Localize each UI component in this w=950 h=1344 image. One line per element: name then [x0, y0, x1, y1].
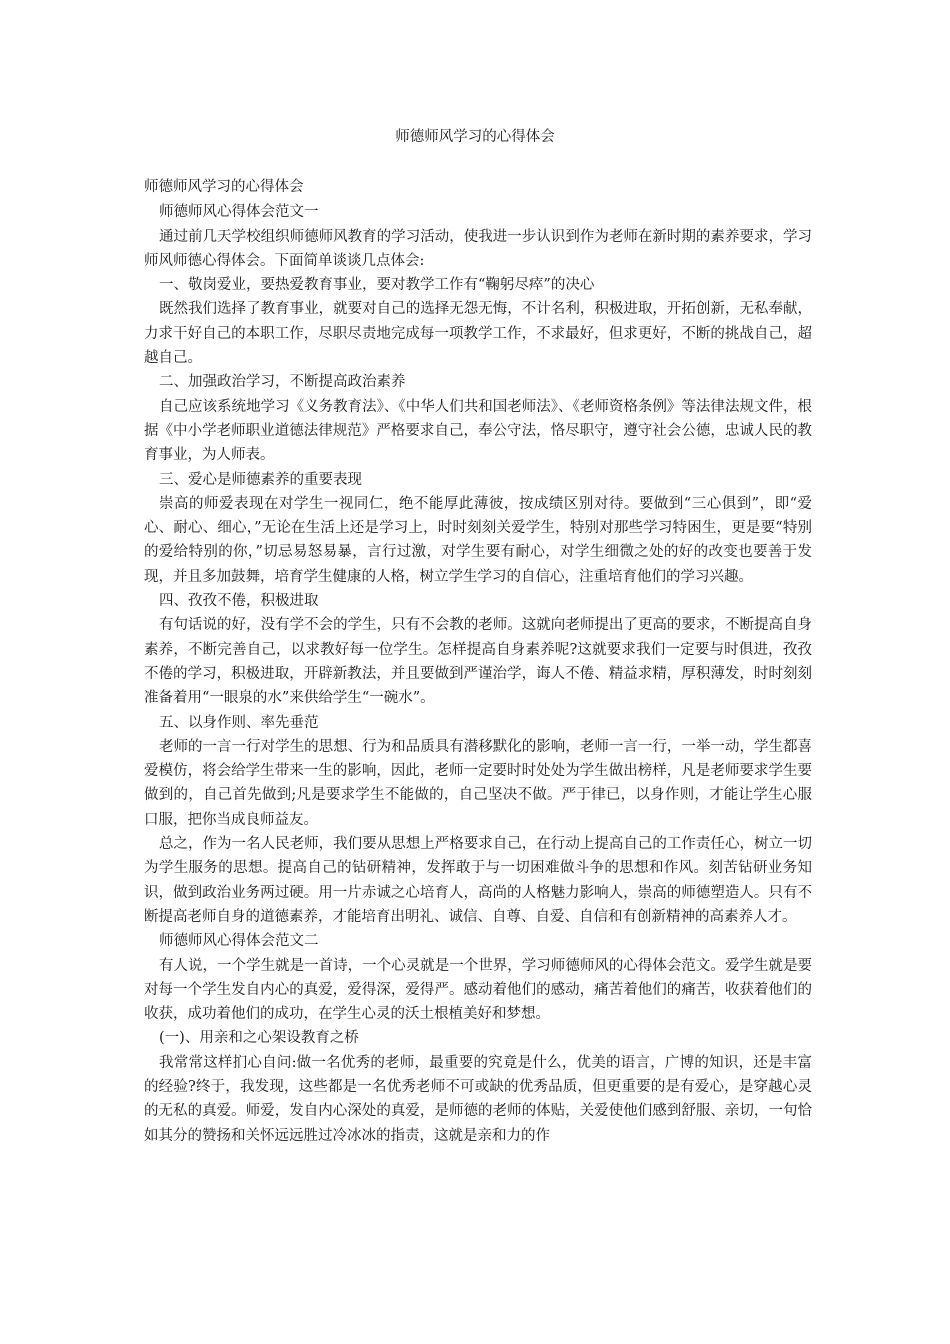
- paragraph: 崇高的师爱表现在对学生一视同仁，绝不能厚此薄彼，按成绩区别对待。要做到“三心俱到”，即“爱心、耐心、细心，”无论在生活上还是学习上，时时刻刻关爱学生，特别对那些学习特困生，更是要“特别的爱给特别的你，”切忌易怒易暴，言行过激，对学生要有耐心，对学生细微之处的好的改变也要善于发现，并且多加鼓舞，培育学生健康的人格，树立学生学习的自信心，注重培育他们的学习兴趣。: [144, 495, 812, 585]
- paragraph: 有人说，一个学生就是一首诗，一个心灵就是一个世界，学习师德师风的心得体会范文。爱学生就是要对每一个学生发自内心的真爱，爱得深，爱得严。感动着他们的感动，痛苦着他们的痛苦，收获着他们的收获，成功着他们的成功，在学生心灵的沃土根植美好和梦想。: [144, 957, 812, 1023]
- paragraph: 有句话说的好，没有学不会的学生，只有不会教的老师。这就向老师提出了更高的要求，不断提高自身素养，不断完善自己，以求教好每一位学生。怎样提高自身素养呢?这就要求我们一定要与时俱进，孜孜不倦的学习，积极进取，开辟新教法，并且要做到严谨治学，诲人不倦、精益求精，厚积薄发，时时刻刻准备着用“一眼泉的水”来供给学生“一碗水”。: [144, 617, 812, 707]
- document-title: 师德师风学习的心得体会: [395, 129, 555, 145]
- paragraph: 三、爱心是师德素养的重要表现: [159, 471, 362, 488]
- paragraph: 五、以身作则、率先垂范: [159, 714, 319, 731]
- paragraph: 二、加强政治学习，不断提高政治素养: [159, 374, 406, 391]
- document-body: [144, 175, 812, 1148]
- paragraph: 老师的一言一行对学生的思想、行为和品质具有潜移默化的影响，老师一言一行，一举一动，学生都喜爱模仿，将会给学生带来一生的影响，因此，老师一定要时时处处为学生做出榜样，凡是老师要求学生要做到的，自己首先做到;凡是要求学生不能做的，自己坚决不做。严于律已，以身作则，才能让学生心服口服，把你当成良师益友。: [144, 738, 812, 828]
- paragraph: 一、敬岗爱业，要热爱教育事业，要对教学工作有“鞠躬尽瘁”的决心: [159, 277, 595, 294]
- paragraph: 自己应该系统地学习《义务教育法》、《中华人们共和国老师法》、《老师资格条例》等法律法规文件，根据《中小学老师职业道德法律规范》严格要求自己，奉公守法，恪尽职守，遵守社会公德，忠诚人民的教育事业，为人师表。: [144, 398, 812, 464]
- paragraph: 四、孜孜不倦，积极进取: [159, 593, 319, 610]
- paragraph: 我常常这样扪心自问:做一名优秀的老师，最重要的究竟是什么，优美的语言，广博的知识，还是丰富的经验?终于，我发现，这些都是一名优秀老师不可或缺的优秀品质，但更重要的是有爱心，是穿越心灵的无私的真爱。师爱，发自内心深处的真爱，是师德的老师的体贴，关爱使他们感到舒服、亲切，一句恰如其分的赞扬和关怀远远胜过冷冰冰的指责，这就是亲和力的作: [144, 1054, 812, 1144]
- paragraph: 师德师风学习的心得体会: [144, 179, 304, 195]
- paragraph: 总之，作为一名人民老师，我们要从思想上严格要求自己，在行动上提高自己的工作责任心，树立一切为学生服务的思想。提高自己的钻研精神，发挥敢于与一切困难做斗争的思想和作风。刻苦钻研业务知识，做到政治业务两过硬。用一片赤诚之心培育人，高尚的人格魅力影响人，崇高的师德塑造人。只有不断提高老师自身的道德素养，才能培育出明礼、诚信、自尊、自爱、自信和有创新精神的高素养人才。: [144, 836, 812, 925]
- paragraph: (一)、用亲和之心架设教育之桥: [159, 1030, 359, 1047]
- paragraph: 通过前几天学校组织师德师风教育的学习活动，使我进一步认识到作为老师在新时期的素养要求，学习师风师德心得体会。下面简单谈谈几点体会:: [144, 228, 812, 269]
- paragraph: 师德师风心得体会范文二: [159, 933, 319, 950]
- paragraph: 师德师风心得体会范文一: [159, 204, 319, 221]
- paragraph: 既然我们选择了教育事业，就要对自己的选择无怨无悔，不计名利，积极进取，开拓创新，无私奉献，力求干好自己的本职工作，尽职尽责地完成每一项教学工作，不求最好，但求更好，不断的挑战自己，超越自己。: [144, 301, 812, 367]
